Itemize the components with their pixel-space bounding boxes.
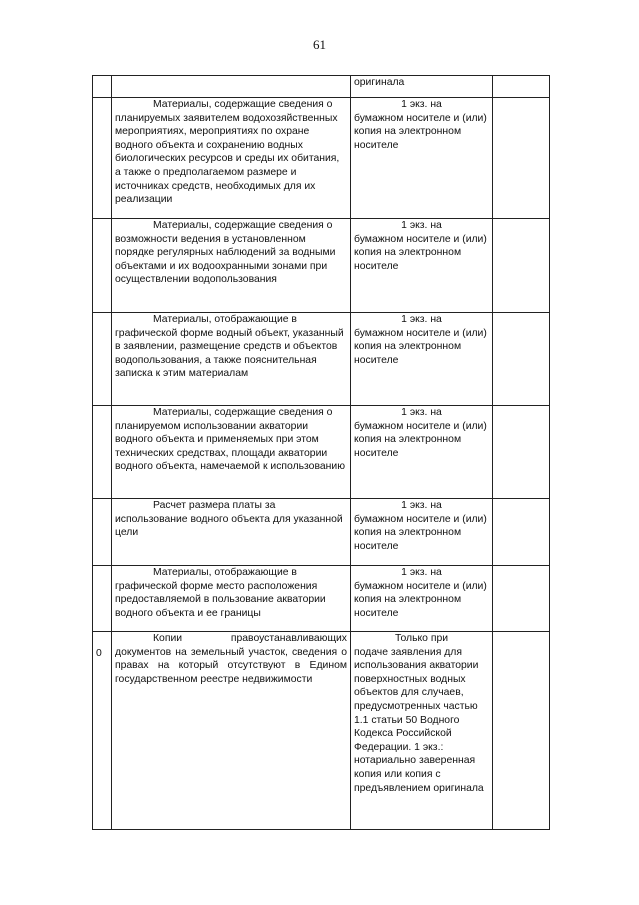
requirement-text: бумажном носителе и (или) копия на электронном носителе	[354, 327, 487, 366]
row-number	[93, 98, 112, 219]
document-requirement	[351, 219, 493, 313]
row-number	[93, 406, 112, 499]
table-row	[93, 406, 550, 499]
document-requirement	[351, 98, 493, 219]
document-description	[112, 313, 351, 406]
requirement-text: бумажном носителе и (или) копия на электронном носителе	[354, 580, 487, 619]
requirement-text: подаче заявления для использования акватории поверхностных водных объектов для случаев, предусмотренных частью 1.1 статьи 50 Водного Кодекса Российской Федерации. 1 экз.: нотариально заверенная копия или копия с предъявлением оригинала	[354, 646, 484, 794]
description-text: Материалы, содержащие сведения о планируемых заявителем водохозяйственных мероприятиях, мероприятиях по охране водного объекта и сохранению водных биологических ресурсов и среды их обитания, а также о предполагаемом размере и источниках средств, необходимых для их реализации	[115, 99, 340, 206]
document-requirement	[351, 406, 493, 499]
table-row	[93, 499, 550, 566]
document-description	[112, 499, 351, 566]
note-cell	[493, 76, 550, 98]
requirement-first-line: 1 экз. на	[401, 500, 442, 511]
description-text: Материалы, содержащие сведения о возможности ведения в установленном порядке регулярных наблюдений за водными объектами и их водоохранными зонами при осуществлении водопользования	[115, 220, 336, 286]
document-description	[112, 406, 351, 499]
note-cell	[493, 98, 550, 219]
requirement-first-line: Только при	[394, 633, 449, 644]
document-description	[112, 219, 351, 313]
description-text: Материалы, отображающие в графической форме водный объект, указанный в заявлении, размещение средств и объектов водопользования, а также пояснительная записка к этим материалам	[115, 314, 344, 380]
row-number: 0	[93, 632, 112, 830]
note-cell	[493, 499, 550, 566]
description-text: Материалы, содержащие сведения о планируемом использовании акватории водного объекта и применяемых при этом технических средствах, площади акватории водного объекта, намечаемой к использованию	[115, 407, 345, 473]
table-row	[93, 219, 550, 313]
requirement-text: бумажном носителе и (или) копия на электронном носителе	[354, 420, 487, 459]
requirement-text: бумажном носителе и (или) копия на электронном носителе	[354, 233, 487, 272]
requirement-first-line: 1 экз. на	[401, 314, 442, 325]
document-requirement	[351, 632, 493, 830]
note-cell	[493, 313, 550, 406]
row-number	[93, 76, 112, 98]
document-description	[112, 632, 351, 830]
document-requirement	[351, 76, 493, 98]
row-number	[93, 566, 112, 632]
description-text: Материалы, отображающие в графической форме место расположения предоставляемой в пользование акватории водного объекта и ее границы	[115, 567, 326, 619]
requirement-text: бумажном носителе и (или) копия на электронном носителе	[354, 112, 487, 151]
row-number	[93, 313, 112, 406]
note-cell	[493, 219, 550, 313]
description-text: Копии правоустанавливающих документов на земельный участок, сведения о правах на который отсутствуют в Едином государственном реестре недвижимости	[115, 633, 347, 685]
description-text: Расчет размера платы за использование водного объекта для указанной цели	[115, 500, 343, 539]
requirement-text: оригинала	[354, 77, 405, 88]
note-cell	[493, 632, 550, 830]
document-requirement	[351, 499, 493, 566]
page-number: 61	[313, 37, 326, 52]
requirement-first-line: 1 экз. на	[401, 220, 442, 231]
note-cell	[493, 566, 550, 632]
table-row	[93, 632, 550, 830]
document-description	[112, 566, 351, 632]
table-row	[93, 566, 550, 632]
table-row	[93, 76, 550, 98]
document-description	[112, 76, 351, 98]
requirement-text: бумажном носителе и (или) копия на электронном носителе	[354, 513, 487, 552]
requirement-first-line: 1 экз. на	[401, 407, 442, 418]
document-requirement	[351, 566, 493, 632]
row-number	[93, 219, 112, 313]
requirement-first-line: 1 экз. на	[401, 567, 442, 578]
row-number	[93, 499, 112, 566]
document-description	[112, 98, 351, 219]
requirement-first-line: 1 экз. на	[401, 99, 442, 110]
table-row	[93, 98, 550, 219]
document-requirement	[351, 313, 493, 406]
documents-table	[92, 75, 550, 830]
note-cell	[493, 406, 550, 499]
table-row	[93, 313, 550, 406]
